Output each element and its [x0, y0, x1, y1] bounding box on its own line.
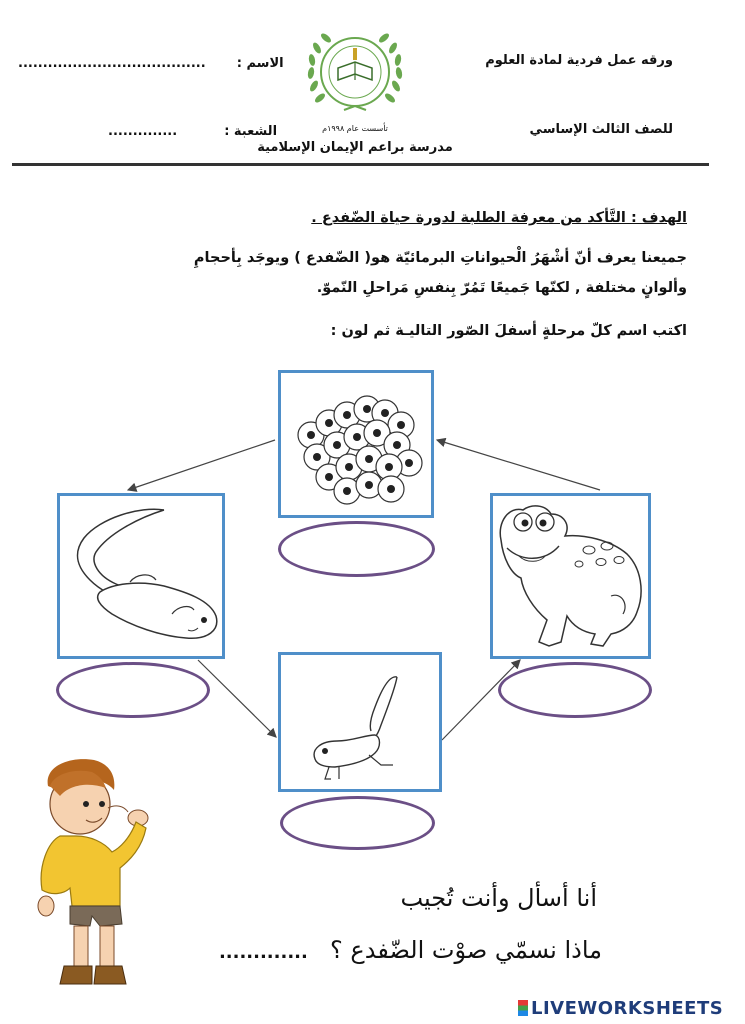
arrow-tadpole-to-froglet — [198, 660, 276, 737]
eggs-answer-oval[interactable] — [278, 521, 435, 577]
froglet-image — [281, 655, 439, 789]
liveworksheets-logo[interactable] — [518, 998, 723, 1019]
goal-text: الهدف : التَّأكد من معرفة الطلبة لدورة حياة الضّفدع . — [311, 210, 687, 226]
tadpole-answer-oval[interactable] — [56, 662, 210, 718]
eggs-image — [281, 373, 431, 515]
answer-dots[interactable]: ............. — [218, 942, 308, 963]
founded-text: تأسست عام ١٩٩٨م — [322, 124, 388, 133]
question-line-2: ماذا نسمّي صوْت الضّفدع ؟ — [330, 936, 602, 964]
section-dots[interactable]: .............. — [108, 124, 178, 139]
question-line-1: أنا أسأل وأنت تُجيب — [400, 884, 597, 912]
tadpole-box — [57, 493, 225, 659]
section-label: الشعبة : — [224, 124, 278, 139]
tadpole-image — [60, 496, 222, 656]
worksheet-title: ورقه عمل فردية لمادة العلوم — [485, 53, 673, 68]
arrow-frog-to-eggs — [437, 440, 600, 490]
frog-answer-oval[interactable] — [498, 662, 652, 718]
intro-line-1: جميعنا يعرف أنّ أشْهَرُ الْحيواناتِ البرمائيّة هو( الضّفدع ) ويوجَد بِأحجامِ — [193, 250, 687, 266]
frog-box — [490, 493, 651, 659]
eggs-box — [278, 370, 434, 518]
brand-text: LIVEWORKSHEETS — [531, 998, 724, 1019]
arrow-eggs-to-tadpole — [128, 440, 275, 490]
name-label: الاسم : — [236, 56, 284, 71]
froglet-answer-oval[interactable] — [280, 796, 435, 850]
froglet-box — [278, 652, 442, 792]
instruction-text: اكتب اسم كلّ مرحلةٍ أسفلَ الصّور التاليـة ثم لون : — [330, 323, 687, 339]
intro-line-2: وألوانٍ مختلفة , لكنّها جَميعًا تَمُرّ بِنفسِ مَراحلِ النّموّ. — [316, 280, 687, 296]
grade-label: للصف الثالث الإساسي — [529, 122, 673, 137]
question-row — [132, 936, 602, 964]
school-name: مدرسة براعم الإيمان الإسلامية — [257, 140, 453, 155]
liveworksheets-mark-icon — [518, 1000, 528, 1016]
frog-image — [493, 496, 648, 656]
name-dots[interactable]: ...................................... — [18, 56, 206, 71]
